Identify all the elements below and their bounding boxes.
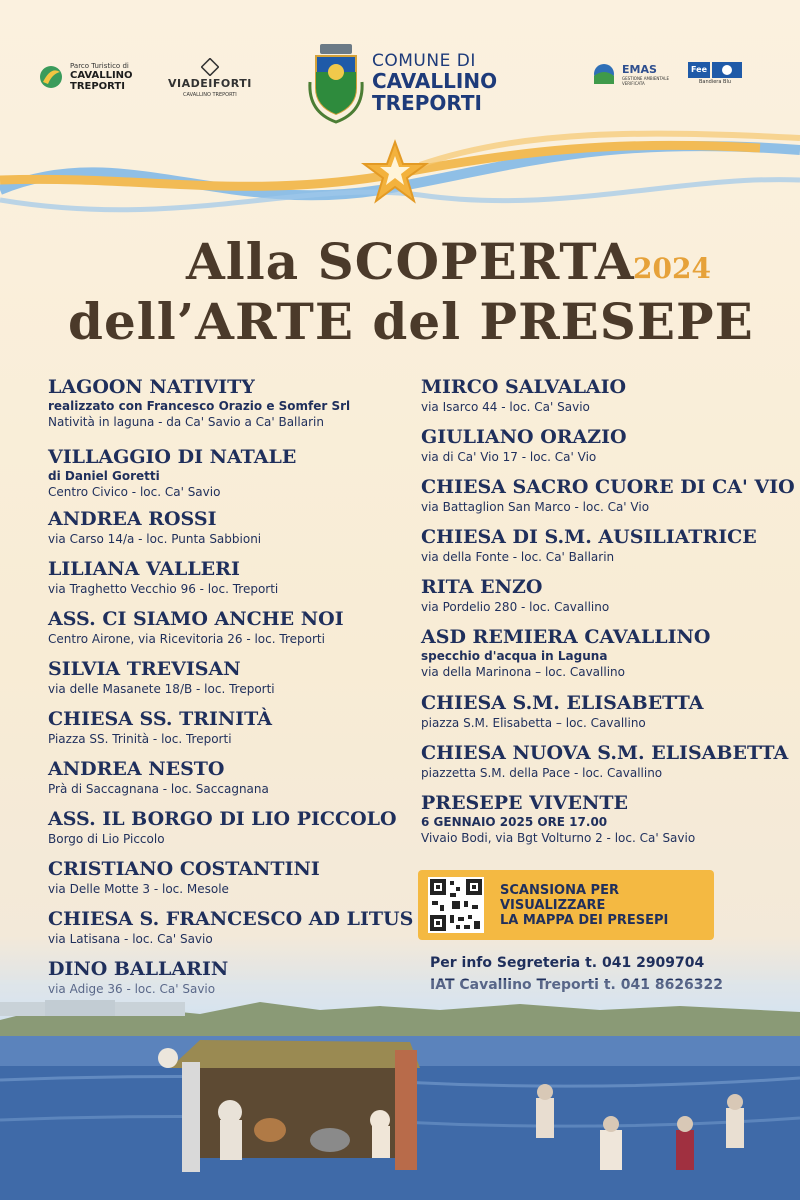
parco-turistico-logo (38, 62, 133, 92)
entry-address: piazza S.M. Elisabetta – loc. Cavallino (421, 716, 646, 730)
list-item (48, 557, 413, 607)
entry-address: Prà di Saccagnana - loc. Saccagnana (48, 782, 269, 796)
title-line1: Alla SCOPERTA (186, 232, 635, 291)
emas-logo (592, 62, 682, 86)
list-item (421, 475, 795, 525)
entry-name: VILLAGGIO DI NATALE (48, 446, 297, 468)
viadeiforti-text: VIADEIFORTI (168, 77, 252, 90)
entry-name: CHIESA S.M. ELISABETTA (421, 692, 704, 714)
entry-address: via Traghetto Vecchio 96 - loc. Treporti (48, 582, 279, 596)
list-item (48, 807, 413, 857)
list-item (48, 657, 413, 707)
entry-name: CHIESA S. FRANCESCO AD LITUS (48, 908, 414, 930)
comune-title (372, 52, 497, 114)
emas-text: EMAS (622, 62, 657, 76)
title-line2: dell’ARTE del PRESEPE (68, 292, 754, 351)
info-iat: IAT Cavallino Treporti t. 041 8626322 (430, 977, 724, 993)
viadeiforti-diamond-icon (201, 58, 219, 76)
viadeiforti-sub: CAVALLINO TREPORTI (183, 92, 237, 98)
entry-sub: realizzato con Francesco Orazio e Somfer Srl (48, 399, 351, 413)
list-item (421, 625, 795, 691)
entry-name: LILIANA VALLERI (48, 558, 240, 580)
parco-leaf-icon (38, 64, 64, 90)
qr-text (500, 883, 668, 928)
entry-address: piazzetta S.M. della Pace - loc. Cavallino (421, 766, 663, 780)
list-item (48, 907, 413, 957)
entry-name: CRISTIANO COSTANTINI (48, 858, 320, 880)
entry-address: via della Marinona – loc. Cavallino (421, 665, 625, 679)
entry-name: CHIESA DI S.M. AUSILIATRICE (421, 526, 757, 548)
qr-line3: LA MAPPA DEI PRESEPI (500, 913, 669, 928)
entry-address: Piazza SS. Trinità - loc. Treporti (48, 732, 232, 746)
entry-address: Natività in laguna - da Ca' Savio a Ca' Ballarin (48, 415, 324, 429)
comune-crest-icon (306, 42, 366, 124)
entry-sub: 6 GENNAIO 2025 ORE 17.00 (421, 815, 608, 829)
entry-name: ASD REMIERA CAVALLINO (421, 626, 711, 648)
fee-bandiera-blu-logo (688, 62, 742, 86)
list-item (421, 525, 795, 575)
entry-name: LAGOON NATIVITY (48, 376, 255, 398)
list-item (421, 691, 795, 741)
entry-address: Vivaio Bodi, via Bgt Volturno 2 - loc. Ca' Savio (421, 831, 696, 845)
list-item (421, 741, 795, 791)
list-item (48, 607, 413, 657)
entry-name: PRESEPE VIVENTE (421, 792, 628, 814)
entry-address: Centro Airone, via Ricevitoria 26 - loc. Treporti (48, 632, 325, 646)
fee-text: Fee (691, 65, 707, 74)
emas-globe-icon (592, 62, 616, 86)
comune-line2: CAVALLINO (372, 69, 498, 93)
list-item (48, 375, 413, 445)
list-item (48, 445, 413, 507)
emas-sub: GESTIONE AMBIENTALE VERIFICATA (622, 75, 669, 86)
comune-line1: COMUNE DI (372, 51, 476, 71)
entry-name: ANDREA ROSSI (48, 508, 217, 530)
title-year: 2024 (633, 252, 711, 285)
entry-address: via Carso 14/a - loc. Punta Sabbioni (48, 532, 262, 546)
viadeiforti-logo (168, 58, 252, 99)
entry-name: ASS. IL BORGO DI LIO PICCOLO (48, 808, 397, 830)
entry-name: ANDREA NESTO (48, 758, 225, 780)
qr-line1: SCANSIONA PER (500, 883, 619, 898)
entry-name: CHIESA SACRO CUORE DI CA' VIO (421, 476, 795, 498)
entry-address: via Delle Motte 3 - loc. Mesole (48, 882, 229, 896)
entry-name: SILVIA TREVISAN (48, 658, 241, 680)
list-item (48, 857, 413, 907)
qr-code-icon[interactable] (428, 877, 484, 933)
entry-name: CHIESA NUOVA S.M. ELISABETTA (421, 742, 789, 764)
parco-logo-line3: TREPORTI (70, 81, 125, 92)
entry-name: MIRCO SALVALAIO (421, 376, 627, 398)
list-item (421, 575, 795, 625)
entry-address: via della Fonte - loc. Ca' Ballarin (421, 550, 615, 564)
list-item (48, 707, 413, 757)
entry-address: via Isarco 44 - loc. Ca' Savio (421, 400, 590, 414)
entry-address: via di Ca' Vio 17 - loc. Ca' Vio (421, 450, 597, 464)
qr-map-box[interactable] (418, 870, 714, 940)
right-column (421, 375, 795, 853)
entry-name: GIULIANO ORAZIO (421, 426, 627, 448)
entry-address: via Battaglion San Marco - loc. Ca' Vio (421, 500, 650, 514)
comune-line3: TREPORTI (372, 91, 482, 115)
entry-name: CHIESA SS. TRINITÀ (48, 708, 273, 730)
fee-box (688, 62, 710, 78)
entry-name: ASS. CI SIAMO ANCHE NOI (48, 608, 344, 630)
entry-address: via Pordelio 280 - loc. Cavallino (421, 600, 610, 614)
entry-address: via Adige 36 - loc. Ca' Savio (48, 982, 216, 996)
entry-address: via Latisana - loc. Ca' Savio (48, 932, 213, 946)
list-item (421, 425, 795, 475)
entry-name: DINO BALLARIN (48, 958, 229, 980)
entry-sub: specchio d'acqua in Laguna (421, 649, 608, 663)
entry-address: Centro Civico - loc. Ca' Savio (48, 485, 221, 499)
comet-star-icon (360, 138, 430, 208)
blue-flag-icon (712, 62, 742, 78)
list-item (48, 757, 413, 807)
qr-line2: VISUALIZZARE (500, 898, 606, 913)
entry-name: RITA ENZO (421, 576, 543, 598)
parco-logo-line2: CAVALLINO (70, 70, 133, 81)
left-column (48, 375, 413, 1007)
fee-sub: Bandiera Blu (699, 79, 731, 85)
parco-logo-line1: Parco Turistico di (70, 62, 129, 70)
entry-address: via delle Masanete 18/B - loc. Treporti (48, 682, 275, 696)
list-item (48, 507, 413, 557)
lagoon-nativity-scene (0, 980, 800, 1200)
info-segreteria: Per info Segreteria t. 041 2909704 (430, 955, 705, 971)
entry-address: Borgo di Lio Piccolo (48, 832, 165, 846)
list-item (421, 791, 795, 853)
entry-sub: di Daniel Goretti (48, 469, 160, 483)
list-item (421, 375, 795, 425)
